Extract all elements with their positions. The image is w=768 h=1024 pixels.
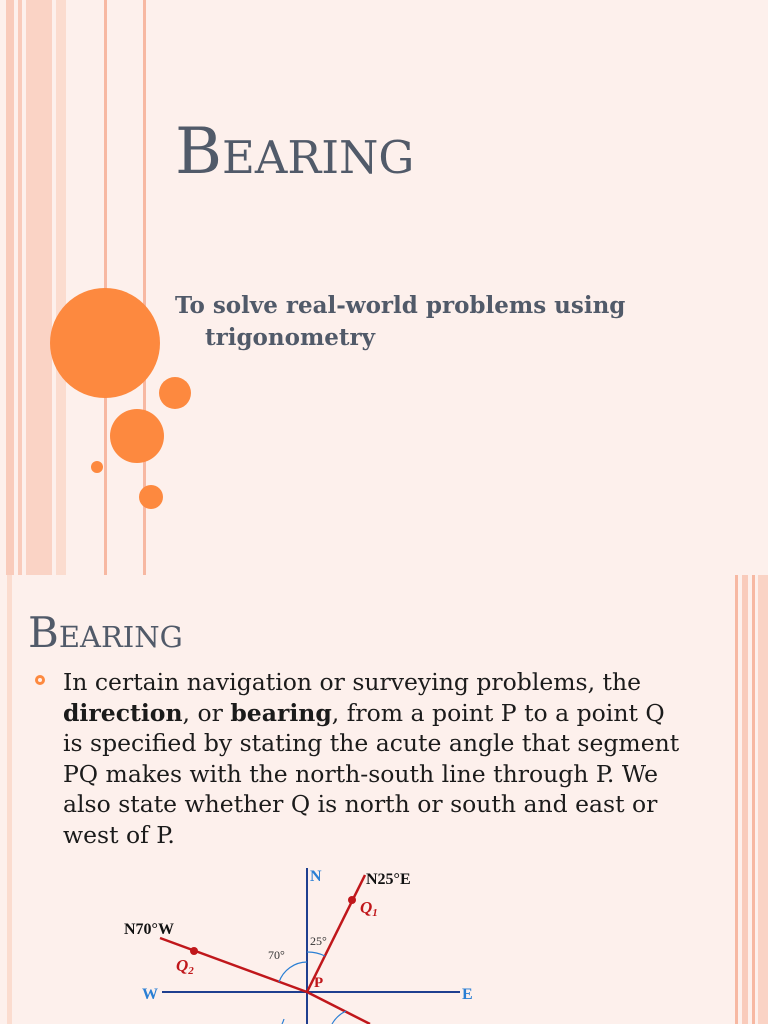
decorative-stripe xyxy=(56,0,66,575)
point-q1 xyxy=(348,896,356,904)
label-angle-25: 25° xyxy=(310,934,327,948)
bearing-diagram xyxy=(0,575,768,1024)
label-north: N xyxy=(310,868,322,885)
label-east: E xyxy=(462,986,473,1003)
slide-subtitle: To solve real-world problems using trigonometry xyxy=(175,292,626,351)
decorative-circle xyxy=(159,377,191,409)
decorative-circle-large xyxy=(50,288,160,398)
decorative-circle xyxy=(91,461,103,473)
decorative-stripe xyxy=(6,0,14,575)
slide-title xyxy=(175,115,415,189)
text-bold-bearing: bearing xyxy=(230,698,332,727)
label-q2 xyxy=(176,956,194,977)
label-n25e: N25°E xyxy=(366,871,411,888)
line-lower xyxy=(307,992,370,1024)
text-run: , or xyxy=(182,698,231,727)
text-run: In certain navigation or surveying problems, the xyxy=(63,668,642,696)
text-run: , from a point P to a point Q is specified by stating the acute angle that segment PQ makes with the north-south line through P. We also state whether Q is north or south and east or west of P. xyxy=(63,698,680,849)
decorative-circle xyxy=(139,485,163,509)
title-text: Bearing xyxy=(28,608,183,657)
angle-arc-70 xyxy=(279,962,307,982)
label-west: W xyxy=(142,986,158,1003)
label-q2-letter: Q xyxy=(176,956,189,975)
label-n70w: N70°W xyxy=(124,921,174,938)
title-text: Bearing xyxy=(175,115,415,189)
label-angle-70: 70° xyxy=(268,948,285,962)
angle-arc-25 xyxy=(307,952,325,956)
content-slide xyxy=(0,575,768,1024)
label-q1-sub: 1 xyxy=(372,907,378,919)
text-bold-direction: direction xyxy=(63,698,183,727)
label-p: P xyxy=(314,975,324,991)
decorative-stripe xyxy=(18,0,22,575)
label-q1-letter: Q xyxy=(360,898,373,917)
angle-arc-lower xyxy=(332,1011,346,1024)
label-q2-sub: 2 xyxy=(188,965,194,977)
point-q2 xyxy=(190,947,198,955)
label-q1 xyxy=(360,898,378,919)
decorative-circle xyxy=(110,409,164,463)
angle-arc-lower-left xyxy=(282,1019,284,1024)
decorative-stripe xyxy=(26,0,52,575)
